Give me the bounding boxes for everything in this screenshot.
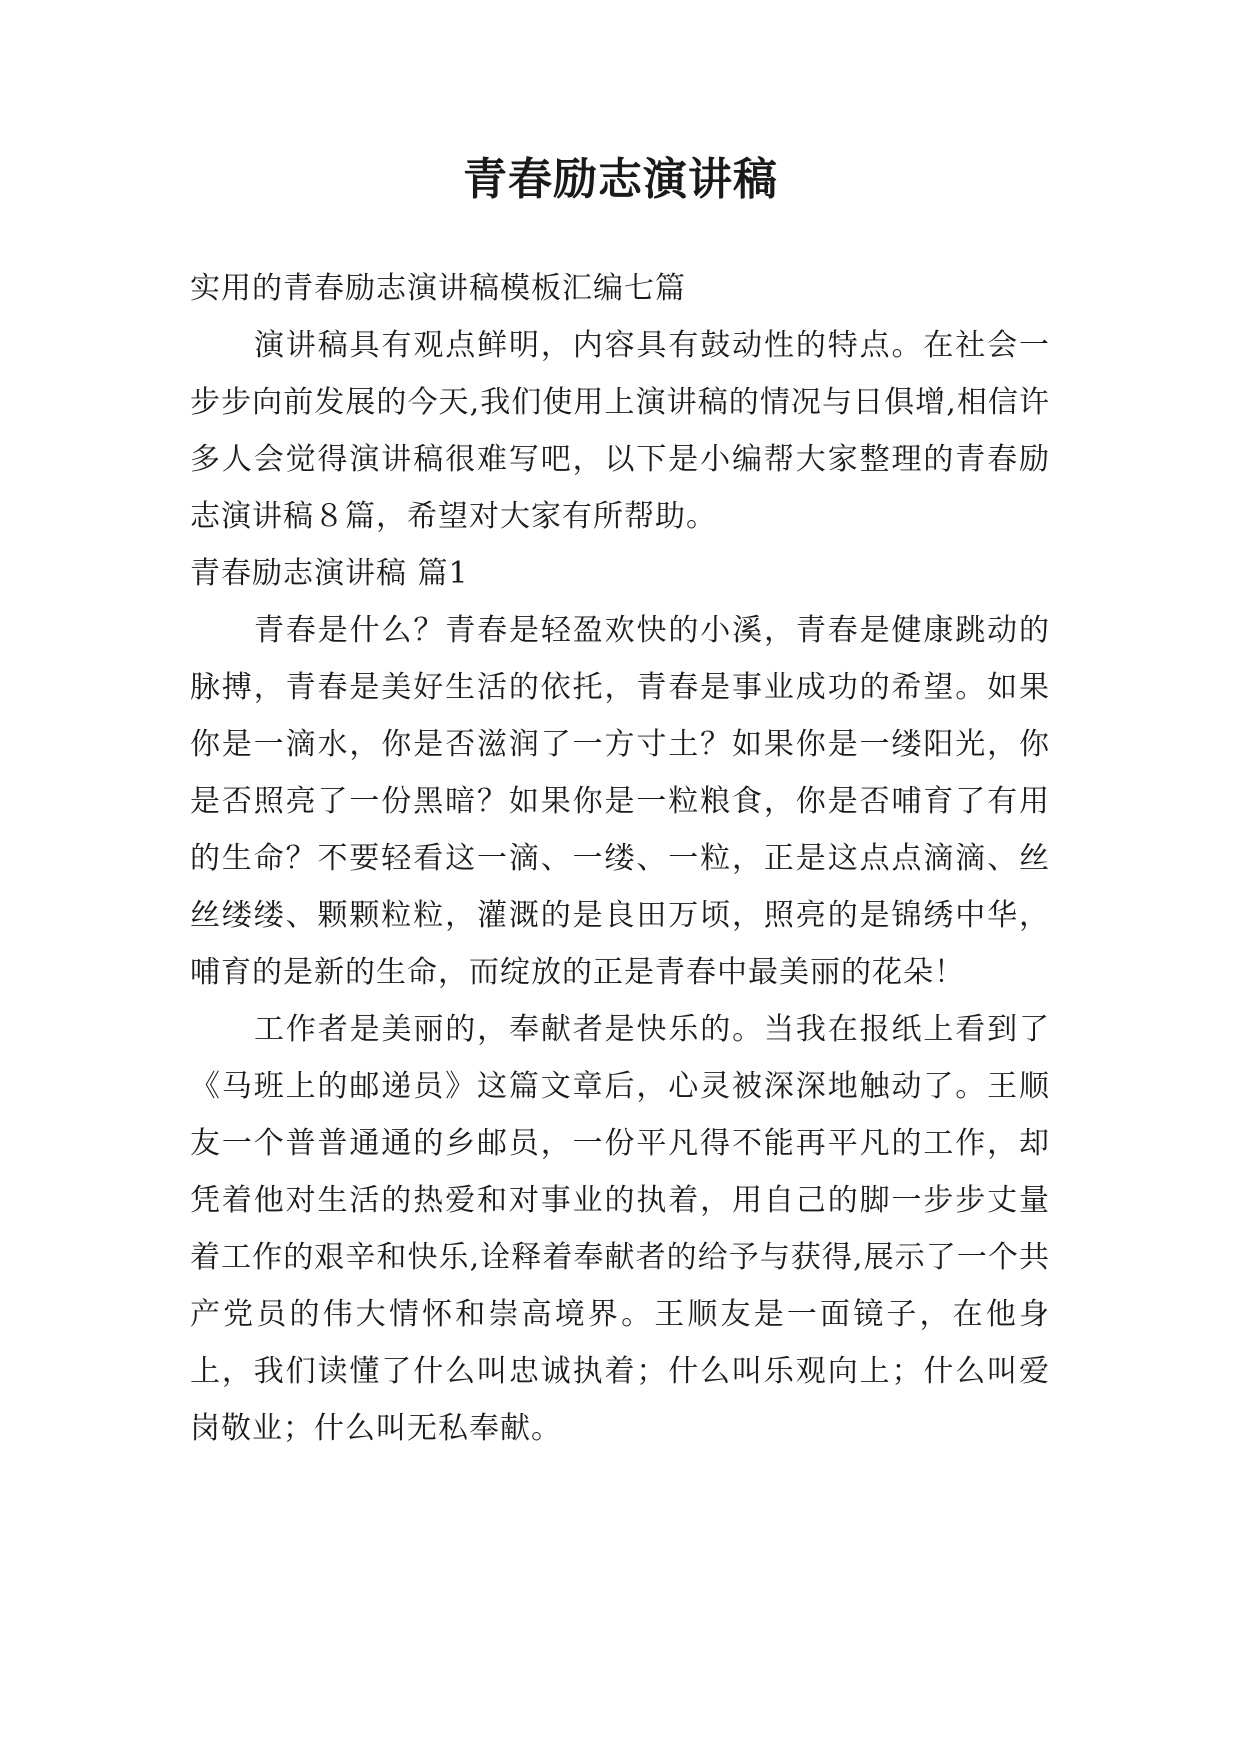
intro-paragraph: 演讲稿具有观点鲜明，内容具有鼓动性的特点。在社会一步步向前发展的今天,我们使用上演讲稿的情况与日俱增,相信许多人会觉得演讲稿很难写吧，以下是小编帮大家整理的青春励志演讲稿８篇，希望对大家有所帮助。 xyxy=(190,328,1050,534)
document-body xyxy=(190,260,1050,1457)
section-heading: 青春励志演讲稿 篇1 xyxy=(190,556,469,591)
body-paragraph-1: 青春是什么？青春是轻盈欢快的小溪，青春是健康跳动的脉搏，青春是美好生活的依托，青春是事业成功的希望。如果你是一滴水，你是否滋润了一方寸土？如果你是一缕阳光，你是否照亮了一份黑暗？如果你是一粒粮食，你是否哺育了有用的生命？不要轻看这一滴、一缕、一粒，正是这点点滴滴、丝丝缕缕、颗颗粒粒，灌溉的是良田万顷，照亮的是锦绣中华，哺育的是新的生命，而绽放的正是青春中最美丽的花朵！ xyxy=(190,613,1050,990)
body-paragraph-2: 工作者是美丽的，奉献者是快乐的。当我在报纸上看到了《马班上的邮递员》这篇文章后，心灵被深深地触动了。王顺友一个普普通通的乡邮员，一份平凡得不能再平凡的工作，却凭着他对生活的热爱和对事业的执着，用自己的脚一步步丈量着工作的艰辛和快乐,诠释着奉献者的给予与获得,展示了一个共产党员的伟大情怀和崇高境界。王顺友是一面镜子，在他身上，我们读懂了什么叫忠诚执着；什么叫乐观向上；什么叫爱岗敬业；什么叫无私奉献。 xyxy=(190,1012,1050,1446)
document-subtitle: 实用的青春励志演讲稿模板汇编七篇 xyxy=(190,271,686,306)
document-title: 青春励志演讲稿 xyxy=(463,154,778,205)
